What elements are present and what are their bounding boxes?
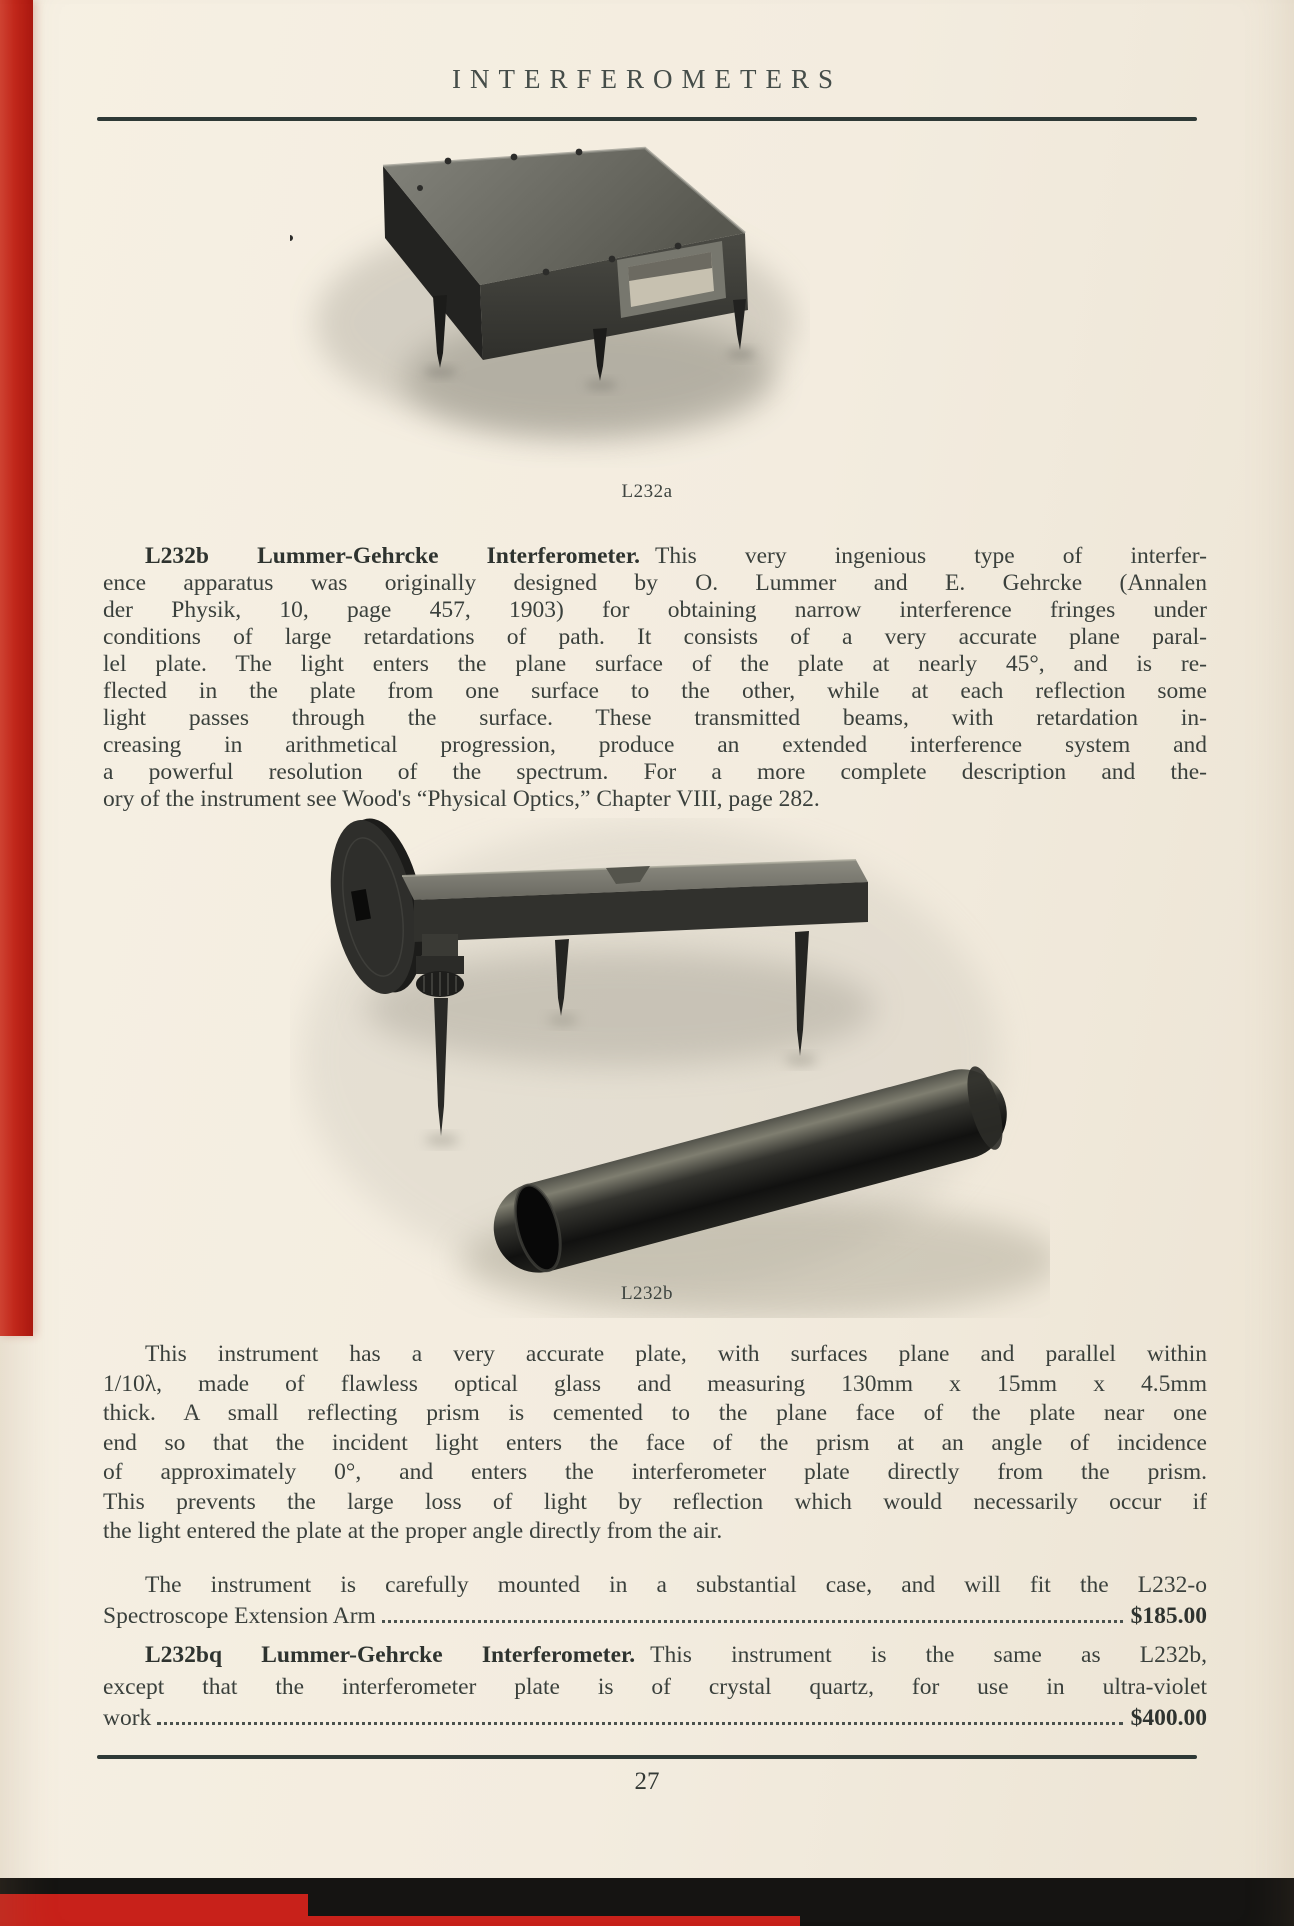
footer-rule [97,1755,1197,1759]
body-text: This instrument is the same as L232b, [650,1642,1207,1668]
body-line: creasing in arithmetical progression, produce an extended interference system and [103,732,1207,758]
body-line: except that the interferometer plate is of crystal quartz, for use in ultra-violet [103,1673,1207,1700]
body-line [103,543,1207,570]
figure-l232a-caption: L232a [621,481,673,502]
price-value: $400.00 [1130,1705,1207,1731]
body-line: flected in the plate from one surface to the other, while at each reflection some [103,678,1207,704]
body-line: The instrument is carefully mounted in a substantial case, and will fit the L232-o [145,1572,1207,1598]
body-line: der Physik, 10, page 457, 1903) for obtaining narrow interference fringes under [103,597,1207,623]
product-code-l232b: L232b Lummer-Gehrcke Interferometer. [145,543,640,569]
body-line: end so that the incident light enters the face of the prism at an angle of incidence [103,1429,1207,1456]
book-edge-red-strip [0,0,33,1336]
body-line: of approximately 0°, and enters the interferometer plate directly from the prism. [103,1459,1207,1485]
dot-leader [382,1620,1123,1623]
figure-l232b-photo [290,818,1050,1318]
body-line: ory of the instrument see Wood's “Physical Optics,” Chapter VIII, page 282. [103,786,820,812]
paragraph-plate-description [103,1340,1207,1547]
l232a-instrument-illustration [290,128,810,468]
price-item-l232bq [103,1640,1207,1735]
price-row [103,1601,1207,1632]
price-label: Spectroscope Extension Arm [103,1603,376,1629]
paragraph-l232b-description [103,543,1207,813]
page-title: INTERFEROMETERS [451,64,842,94]
body-line: the light entered the plate at the proper angle directly from the air. [103,1518,723,1544]
scan-bottom-red-sliver [308,1916,800,1926]
body-line: a powerful resolution of the spectrum. For a more complete description and the- [103,759,1207,785]
body-line: lel plate. The light enters the plane surface of the plate at nearly 45°, and is re- [103,651,1207,677]
page-number: 27 [634,1768,660,1795]
body-text: This very ingenious type of interfer- [654,543,1207,569]
body-line: 1/10λ, made of flawless optical glass and measuring 130mm x 15mm x 4.5mm [103,1370,1207,1397]
body-line: conditions of large retardations of path. It consists of a very accurate plane paral- [103,624,1207,650]
price-item-l232b [103,1570,1207,1632]
scan-bottom-red-corner [0,1894,308,1926]
price-label: work [103,1705,152,1731]
dot-leader [157,1722,1122,1725]
figure-l232b-caption: L232b [620,1283,674,1304]
product-code-l232bq: L232bq Lummer-Gehrcke Interferometer. [145,1642,636,1668]
body-line: ence apparatus was originally designed by O. Lummer and E. Gehrcke (Annalen [103,570,1207,596]
body-line: thick. A small reflecting prism is cemented to the plane face of the plate near one [103,1400,1207,1426]
price-value: $185.00 [1130,1603,1207,1629]
body-line: This prevents the large loss of light by reflection which would necessarily occur if [103,1488,1207,1515]
l232b-instrument-illustration [290,818,1050,1318]
body-line: light passes through the surface. These transmitted beams, with retardation in- [103,705,1207,731]
header-rule [97,117,1197,121]
price-row [103,1703,1207,1735]
figure-l232a-photo [290,128,810,468]
body-line: This instrument has a very accurate plate, with surfaces plane and parallel within [145,1341,1207,1367]
body-line [103,1640,1207,1672]
